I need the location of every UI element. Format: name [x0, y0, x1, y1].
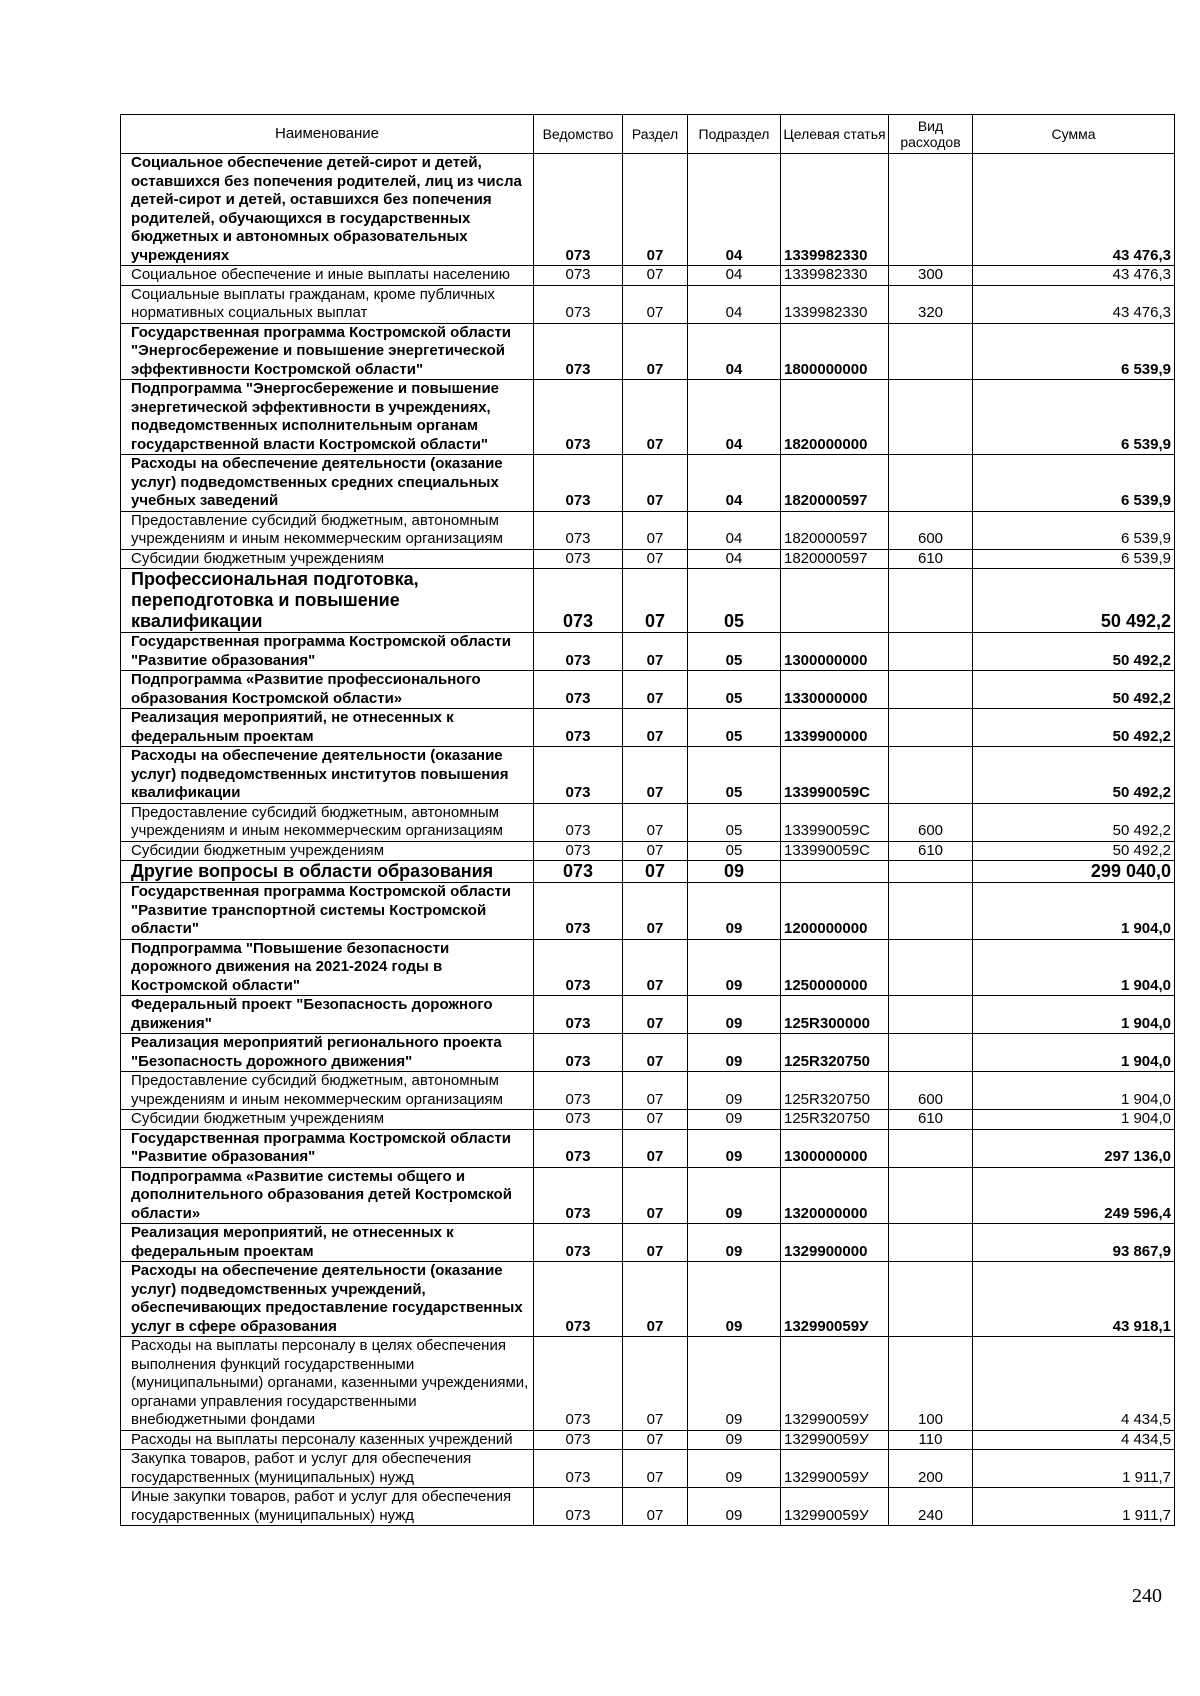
cell-expense-type: [889, 1262, 973, 1337]
cell-department: 073: [534, 709, 623, 747]
cell-expense-type: 240: [889, 1488, 973, 1526]
table-row: [121, 1129, 1175, 1167]
cell-expense-type: [889, 455, 973, 512]
cell-expense-type: 600: [889, 511, 973, 549]
cell-section: 07: [623, 1450, 688, 1488]
table-row: [121, 380, 1175, 455]
cell-target: 1820000597: [781, 549, 889, 569]
cell-target: 1330000000: [781, 671, 889, 709]
cell-expense-type: 200: [889, 1450, 973, 1488]
header-name: Наименование: [121, 115, 534, 154]
cell-name: Подпрограмма "Повышение безопасности дорожного движения на 2021-2024 годы в Костромской области": [121, 939, 534, 996]
cell-sum: 43 476,3: [973, 285, 1175, 323]
cell-sum: 50 492,2: [973, 633, 1175, 671]
table-row: [121, 1072, 1175, 1110]
table-row: [121, 747, 1175, 804]
cell-subsection: 04: [688, 266, 781, 286]
cell-target: 1329900000: [781, 1224, 889, 1262]
cell-sum: 1 904,0: [973, 883, 1175, 940]
cell-sum: 6 539,9: [973, 323, 1175, 380]
cell-sum: 1 904,0: [973, 939, 1175, 996]
cell-department: 073: [534, 1167, 623, 1224]
cell-subsection: 09: [688, 1488, 781, 1526]
header-section: Раздел: [623, 115, 688, 154]
cell-sum: 50 492,2: [973, 569, 1175, 633]
cell-section: 07: [623, 1110, 688, 1130]
table-row: [121, 709, 1175, 747]
cell-section: 07: [623, 266, 688, 286]
cell-section: 07: [623, 1337, 688, 1431]
cell-department: 073: [534, 1129, 623, 1167]
cell-subsection: 09: [688, 1430, 781, 1450]
cell-subsection: 04: [688, 285, 781, 323]
cell-name: Другие вопросы в области образования: [121, 861, 534, 883]
table-row: [121, 883, 1175, 940]
cell-department: 073: [534, 1430, 623, 1450]
cell-subsection: 04: [688, 549, 781, 569]
cell-target: 132990059У: [781, 1450, 889, 1488]
cell-subsection: 09: [688, 1167, 781, 1224]
cell-target: 125R320750: [781, 1072, 889, 1110]
cell-section: 07: [623, 1224, 688, 1262]
cell-section: 07: [623, 323, 688, 380]
cell-section: 07: [623, 511, 688, 549]
cell-department: 073: [534, 1262, 623, 1337]
cell-name: Подпрограмма «Развитие профессионального образования Костромской области»: [121, 671, 534, 709]
cell-department: 073: [534, 285, 623, 323]
cell-expense-type: [889, 154, 973, 266]
cell-department: 073: [534, 633, 623, 671]
cell-name: Субсидии бюджетным учреждениям: [121, 841, 534, 861]
cell-sum: 1 904,0: [973, 1034, 1175, 1072]
cell-expense-type: 110: [889, 1430, 973, 1450]
cell-target: 132990059У: [781, 1337, 889, 1431]
table-row: [121, 549, 1175, 569]
cell-sum: 1 911,7: [973, 1488, 1175, 1526]
cell-subsection: 09: [688, 1072, 781, 1110]
cell-subsection: 09: [688, 996, 781, 1034]
cell-name: Государственная программа Костромской области "Развитие образования": [121, 633, 534, 671]
cell-name: Субсидии бюджетным учреждениям: [121, 1110, 534, 1130]
cell-department: 073: [534, 747, 623, 804]
cell-sum: 43 476,3: [973, 154, 1175, 266]
table-row: [121, 841, 1175, 861]
cell-sum: 50 492,2: [973, 803, 1175, 841]
cell-section: 07: [623, 939, 688, 996]
header-subsection: Подраздел: [688, 115, 781, 154]
cell-name: Подпрограмма «Развитие системы общего и дополнительного образования детей Костромской области»: [121, 1167, 534, 1224]
cell-department: 073: [534, 1337, 623, 1431]
cell-name: Предоставление субсидий бюджетным, автономным учреждениям и иным некоммерческим организациям: [121, 1072, 534, 1110]
cell-expense-type: [889, 380, 973, 455]
cell-section: 07: [623, 1129, 688, 1167]
cell-sum: 50 492,2: [973, 709, 1175, 747]
cell-sum: 43 476,3: [973, 266, 1175, 286]
cell-expense-type: [889, 861, 973, 883]
cell-subsection: 04: [688, 323, 781, 380]
cell-target: 132990059У: [781, 1488, 889, 1526]
cell-department: 073: [534, 841, 623, 861]
cell-name: Расходы на обеспечение деятельности (оказание услуг) подведомственных средних специальных учебных заведений: [121, 455, 534, 512]
cell-name: Расходы на выплаты персоналу в целях обеспечения выполнения функций государственными (муниципальными) органами, казенными учреждениями, органами управления государственными внебюджетными фондами: [121, 1337, 534, 1431]
cell-subsection: 04: [688, 154, 781, 266]
cell-section: 07: [623, 709, 688, 747]
cell-section: 07: [623, 1034, 688, 1072]
cell-subsection: 09: [688, 1262, 781, 1337]
cell-section: 07: [623, 154, 688, 266]
cell-section: 07: [623, 883, 688, 940]
cell-target: [781, 861, 889, 883]
cell-subsection: 09: [688, 1129, 781, 1167]
table-row: [121, 1450, 1175, 1488]
cell-expense-type: [889, 1034, 973, 1072]
table-row: [121, 285, 1175, 323]
cell-sum: 299 040,0: [973, 861, 1175, 883]
cell-expense-type: 610: [889, 841, 973, 861]
cell-name: Реализация мероприятий, не отнесенных к федеральным проектам: [121, 1224, 534, 1262]
cell-name: Социальные выплаты гражданам, кроме публичных нормативных социальных выплат: [121, 285, 534, 323]
cell-sum: 43 918,1: [973, 1262, 1175, 1337]
cell-target: 1339982330: [781, 266, 889, 286]
cell-name: Иные закупки товаров, работ и услуг для обеспечения государственных (муниципальных) нужд: [121, 1488, 534, 1526]
cell-sum: 1 904,0: [973, 1072, 1175, 1110]
cell-expense-type: [889, 1167, 973, 1224]
cell-expense-type: [889, 747, 973, 804]
cell-department: 073: [534, 1072, 623, 1110]
cell-section: 07: [623, 1488, 688, 1526]
cell-target: 1339982330: [781, 285, 889, 323]
cell-expense-type: 100: [889, 1337, 973, 1431]
cell-expense-type: 320: [889, 285, 973, 323]
cell-target: 133990059С: [781, 841, 889, 861]
cell-name: Субсидии бюджетным учреждениям: [121, 549, 534, 569]
cell-target: 1320000000: [781, 1167, 889, 1224]
cell-expense-type: 600: [889, 1072, 973, 1110]
cell-sum: 1 904,0: [973, 996, 1175, 1034]
cell-name: Государственная программа Костромской области "Развитие транспортной системы Костромской области": [121, 883, 534, 940]
cell-expense-type: [889, 633, 973, 671]
cell-subsection: 04: [688, 455, 781, 512]
cell-target: 1200000000: [781, 883, 889, 940]
cell-name: Предоставление субсидий бюджетным, автономным учреждениям и иным некоммерческим организациям: [121, 511, 534, 549]
cell-section: 07: [623, 1430, 688, 1450]
cell-name: Государственная программа Костромской области "Энергосбережение и повышение энергетической эффективности Костромской области": [121, 323, 534, 380]
cell-subsection: 05: [688, 803, 781, 841]
cell-expense-type: 610: [889, 549, 973, 569]
cell-department: 073: [534, 883, 623, 940]
cell-sum: 6 539,9: [973, 549, 1175, 569]
table-row: [121, 1488, 1175, 1526]
cell-section: 07: [623, 841, 688, 861]
table-row: [121, 1224, 1175, 1262]
cell-subsection: 05: [688, 569, 781, 633]
cell-department: 073: [534, 511, 623, 549]
cell-subsection: 05: [688, 747, 781, 804]
cell-target: 1300000000: [781, 633, 889, 671]
table-row: [121, 996, 1175, 1034]
cell-expense-type: 600: [889, 803, 973, 841]
cell-subsection: 09: [688, 1224, 781, 1262]
cell-target: 1820000000: [781, 380, 889, 455]
cell-department: 073: [534, 569, 623, 633]
cell-section: 07: [623, 803, 688, 841]
cell-sum: 1 911,7: [973, 1450, 1175, 1488]
cell-target: 1339900000: [781, 709, 889, 747]
cell-target: 1800000000: [781, 323, 889, 380]
budget-table: [120, 114, 1175, 1526]
table-row: [121, 1430, 1175, 1450]
cell-section: 07: [623, 996, 688, 1034]
table-row: [121, 323, 1175, 380]
cell-section: 07: [623, 549, 688, 569]
table-row: [121, 803, 1175, 841]
cell-department: 073: [534, 549, 623, 569]
cell-sum: 6 539,9: [973, 380, 1175, 455]
cell-section: 07: [623, 1262, 688, 1337]
cell-target: 1339982330: [781, 154, 889, 266]
cell-expense-type: 610: [889, 1110, 973, 1130]
cell-subsection: 05: [688, 709, 781, 747]
cell-sum: 4 434,5: [973, 1430, 1175, 1450]
cell-department: 073: [534, 1488, 623, 1526]
cell-sum: 1 904,0: [973, 1110, 1175, 1130]
cell-expense-type: [889, 939, 973, 996]
header-sum: Сумма: [973, 115, 1175, 154]
table-body: [121, 154, 1175, 1526]
cell-department: 073: [534, 803, 623, 841]
cell-target: 1250000000: [781, 939, 889, 996]
header-target: Целевая статья: [781, 115, 889, 154]
table-row: [121, 671, 1175, 709]
cell-section: 07: [623, 569, 688, 633]
table-row: [121, 154, 1175, 266]
page-number: 240: [1132, 1585, 1162, 1607]
cell-target: 1820000597: [781, 455, 889, 512]
cell-section: 07: [623, 1167, 688, 1224]
cell-section: 07: [623, 671, 688, 709]
cell-section: 07: [623, 285, 688, 323]
cell-subsection: 05: [688, 671, 781, 709]
cell-department: 073: [534, 154, 623, 266]
cell-target: 1300000000: [781, 1129, 889, 1167]
cell-department: 073: [534, 996, 623, 1034]
cell-name: Социальное обеспечение детей-сирот и детей, оставшихся без попечения родителей, лиц из числа детей-сирот и детей, оставшихся без попечения родителей, обучающихся в государственных бюджетных и автономных образовательных учреждениях: [121, 154, 534, 266]
cell-subsection: 04: [688, 380, 781, 455]
table-row: [121, 861, 1175, 883]
table-row: [121, 266, 1175, 286]
cell-sum: 6 539,9: [973, 455, 1175, 512]
cell-department: 073: [534, 939, 623, 996]
header-expense-type: Вид расходов: [889, 115, 973, 154]
table-row: [121, 511, 1175, 549]
header-department: Ведомство: [534, 115, 623, 154]
cell-section: 07: [623, 861, 688, 883]
cell-name: Расходы на выплаты персоналу казенных учреждений: [121, 1430, 534, 1450]
cell-department: 073: [534, 1110, 623, 1130]
cell-department: 073: [534, 323, 623, 380]
table-row: [121, 455, 1175, 512]
cell-expense-type: [889, 1224, 973, 1262]
cell-subsection: 04: [688, 511, 781, 549]
cell-expense-type: [889, 1129, 973, 1167]
cell-name: Профессиональная подготовка, переподготовка и повышение квалификации: [121, 569, 534, 633]
table-row: [121, 1034, 1175, 1072]
cell-subsection: 09: [688, 1450, 781, 1488]
cell-sum: 249 596,4: [973, 1167, 1175, 1224]
cell-department: 073: [534, 1450, 623, 1488]
cell-name: Расходы на обеспечение деятельности (оказание услуг) подведомственных институтов повышения квалификации: [121, 747, 534, 804]
cell-department: 073: [534, 380, 623, 455]
cell-expense-type: 300: [889, 266, 973, 286]
cell-name: Реализация мероприятий регионального проекта "Безопасность дорожного движения": [121, 1034, 534, 1072]
cell-expense-type: [889, 883, 973, 940]
table-row: [121, 633, 1175, 671]
table-row: [121, 939, 1175, 996]
cell-department: 073: [534, 861, 623, 883]
cell-name: Расходы на обеспечение деятельности (оказание услуг) подведомственных учреждений, обеспечивающих предоставление государственных услуг в сфере образования: [121, 1262, 534, 1337]
cell-section: 07: [623, 380, 688, 455]
cell-subsection: 05: [688, 841, 781, 861]
cell-target: 133990059С: [781, 747, 889, 804]
cell-expense-type: [889, 323, 973, 380]
cell-target: 1820000597: [781, 511, 889, 549]
table-row: [121, 1110, 1175, 1130]
cell-sum: 297 136,0: [973, 1129, 1175, 1167]
cell-target: 132990059У: [781, 1430, 889, 1450]
cell-name: Федеральный проект "Безопасность дорожного движения": [121, 996, 534, 1034]
cell-subsection: 09: [688, 861, 781, 883]
table-row: [121, 1262, 1175, 1337]
cell-expense-type: [889, 709, 973, 747]
cell-section: 07: [623, 747, 688, 804]
cell-name: Реализация мероприятий, не отнесенных к федеральным проектам: [121, 709, 534, 747]
table-header-row: [121, 115, 1175, 154]
table-row: [121, 1337, 1175, 1431]
cell-subsection: 05: [688, 633, 781, 671]
table-row: [121, 1167, 1175, 1224]
cell-sum: 93 867,9: [973, 1224, 1175, 1262]
cell-subsection: 09: [688, 883, 781, 940]
cell-name: Социальное обеспечение и иные выплаты населению: [121, 266, 534, 286]
cell-department: 073: [534, 1034, 623, 1072]
cell-sum: 50 492,2: [973, 841, 1175, 861]
cell-name: Подпрограмма "Энергосбережение и повышение энергетической эффективности в учреждениях, подведомственных исполнительным органам государственной власти Костромской области": [121, 380, 534, 455]
cell-name: Государственная программа Костромской области "Развитие образования": [121, 1129, 534, 1167]
cell-expense-type: [889, 569, 973, 633]
cell-sum: 50 492,2: [973, 747, 1175, 804]
cell-section: 07: [623, 455, 688, 512]
cell-sum: 50 492,2: [973, 671, 1175, 709]
table-row: [121, 569, 1175, 633]
cell-expense-type: [889, 996, 973, 1034]
cell-name: Закупка товаров, работ и услуг для обеспечения государственных (муниципальных) нужд: [121, 1450, 534, 1488]
cell-sum: 6 539,9: [973, 511, 1175, 549]
cell-target: 132990059У: [781, 1262, 889, 1337]
cell-subsection: 09: [688, 939, 781, 996]
cell-subsection: 09: [688, 1034, 781, 1072]
cell-department: 073: [534, 266, 623, 286]
cell-section: 07: [623, 633, 688, 671]
cell-sum: 4 434,5: [973, 1337, 1175, 1431]
cell-target: [781, 569, 889, 633]
cell-target: 125R320750: [781, 1110, 889, 1130]
cell-subsection: 09: [688, 1337, 781, 1431]
cell-target: 133990059С: [781, 803, 889, 841]
cell-target: 125R320750: [781, 1034, 889, 1072]
cell-name: Предоставление субсидий бюджетным, автономным учреждениям и иным некоммерческим организациям: [121, 803, 534, 841]
cell-department: 073: [534, 671, 623, 709]
cell-section: 07: [623, 1072, 688, 1110]
cell-target: 125R300000: [781, 996, 889, 1034]
cell-department: 073: [534, 1224, 623, 1262]
cell-subsection: 09: [688, 1110, 781, 1130]
cell-expense-type: [889, 671, 973, 709]
cell-department: 073: [534, 455, 623, 512]
